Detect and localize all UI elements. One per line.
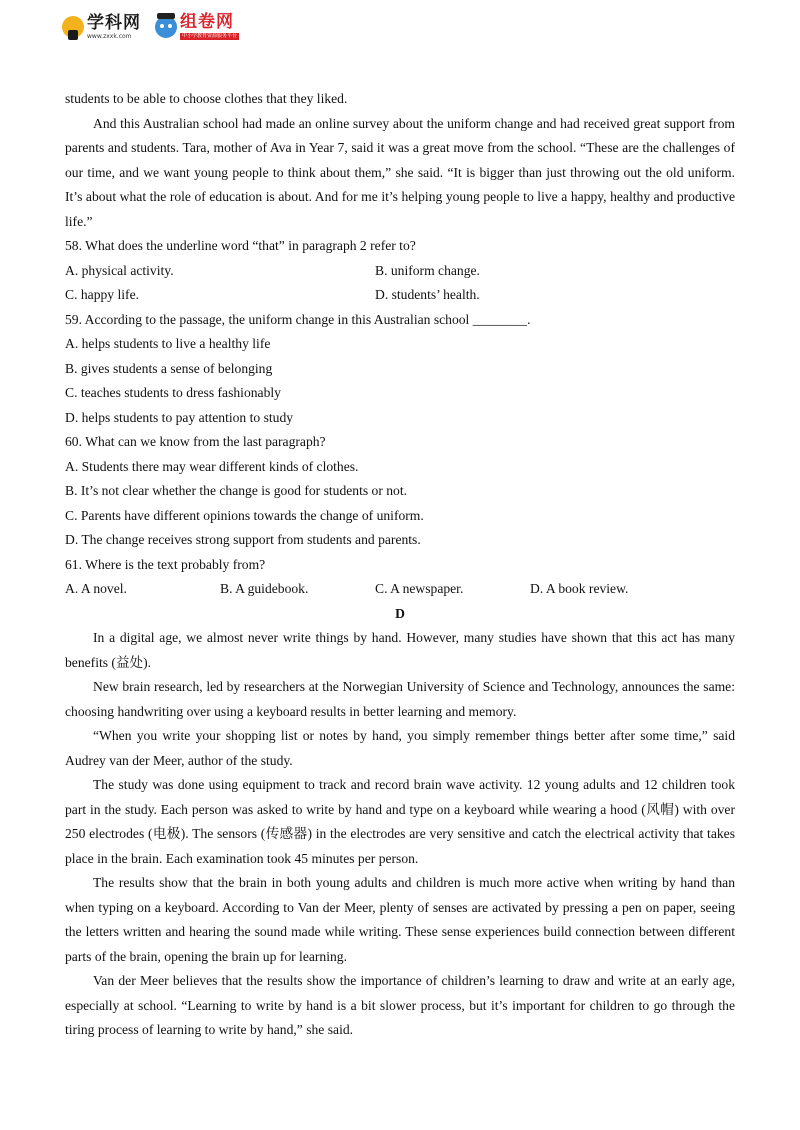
passage-d-paragraph-5: The results show that the brain in both young adults and children is much more active when writing by hand than when typing on a keyboard. According to Van der Meer, plenty of senses are activated by pressing a pen on paper, seeing the letters written and hearing the sound made while writing. These sense experiences build connection between different parts of the brain, opening the brain up for learning.	[65, 875, 735, 964]
question-61-option-d: D. A book review.	[530, 581, 629, 596]
site-header	[62, 10, 253, 44]
question-61-option-a: A. A novel.	[65, 581, 127, 596]
question-61-options	[65, 577, 735, 602]
question-61-stem: 61. Where is the text probably from?	[65, 556, 266, 572]
question-58-options-row1	[65, 259, 735, 284]
question-58-option-b: B. uniform change.	[375, 262, 480, 278]
passage-d-paragraph-1: In a digital age, we almost never write things by hand. However, many studies have shown that this act has many benefits (益处).	[65, 630, 735, 670]
zjw-logo-name: 组卷网	[180, 12, 234, 32]
question-58-option-c: C. happy life.	[65, 287, 139, 302]
question-59-option-c: C. teaches students to dress fashionably	[65, 385, 281, 400]
question-61-option-b: B. A guidebook.	[220, 581, 309, 596]
question-59-option-d: D. helps students to pay attention to study	[65, 409, 294, 425]
question-61-option-c: C. A newspaper.	[375, 581, 464, 596]
passage-d-paragraph-3: “When you write your shopping list or notes by hand, you simply remember things better after some time,” said Audrey van der Meer, author of the study.	[65, 728, 735, 768]
zjw-logo-subtitle: 中小学教育资源服务平台	[182, 33, 238, 39]
question-58-options-row2	[65, 283, 735, 308]
passage-d-label: D	[395, 605, 405, 621]
question-59-option-a: A. helps students to live a healthy life	[65, 336, 271, 351]
question-59-option-b: B. gives students a sense of belonging	[65, 360, 273, 376]
zjw-mascot-icon	[155, 16, 177, 38]
xkw-logo[interactable]	[62, 12, 141, 40]
document-body	[65, 87, 735, 1043]
passage-c-last-paragraph: And this Australian school had made an online survey about the uniform change and had received great support from parents and students. Tara, mother of Ava in Year 7, said it was a great move from the school. “These are the challenges of our time, and we want young people to think about them,” she said. “It is bigger than just throwing out the old uniform. It’s about what the role of education is about. And for me it’s helping young people to live a happy, healthy and productive life.”	[65, 115, 735, 229]
question-59-stem: 59. According to the passage, the uniform change in this Australian school ________.	[65, 311, 531, 327]
zjw-logo[interactable]	[155, 14, 239, 40]
question-60-option-d: D. The change receives strong support from students and parents.	[65, 532, 421, 547]
question-60-option-b: B. It’s not clear whether the change is good for students or not.	[65, 483, 408, 498]
question-60-option-c: C. Parents have different opinions towards the change of uniform.	[65, 507, 424, 523]
question-60-option-a: A. Students there may wear different kinds of clothes.	[65, 458, 359, 474]
question-60-stem: 60. What can we know from the last paragraph?	[65, 434, 326, 449]
passage-c-continuation: students to be able to choose clothes that they liked.	[65, 91, 348, 106]
passage-d-paragraph-4: The study was done using equipment to track and record brain wave activity. 12 young adults and 12 children took part in the study. Each person was asked to write by hand and type on a keyboard while wearing a hood (风帽) with over 250 electrodes (电极). The sensors (传感器) in the electrodes are very sensitive and catch the electrical activity that takes place in the brain. Each examination took 45 minutes per person.	[65, 777, 735, 866]
question-58-stem: 58. What does the underline word “that” in paragraph 2 refer to?	[65, 238, 416, 253]
passage-d-paragraph-2: New brain research, led by researchers at the Norwegian University of Science and Technology, announces the same: choosing handwriting over using a keyboard results in better learning and memory.	[65, 679, 735, 719]
xkw-logo-url: www.zxxk.com	[87, 32, 132, 40]
passage-d-paragraph-6: Van der Meer believes that the results show the importance of children’s learning to draw and write at an early age, especially at school. “Learning to write by hand is a bit slower process, but it’s important for children to go through the tiring process of learning to write by hand,” she said.	[65, 973, 735, 1037]
xkw-logo-name: 学科网	[87, 12, 141, 33]
xkw-mascot-icon	[62, 16, 84, 38]
question-58-option-d: D. students’ health.	[375, 287, 480, 302]
question-58-option-a: A. physical activity.	[65, 262, 174, 278]
